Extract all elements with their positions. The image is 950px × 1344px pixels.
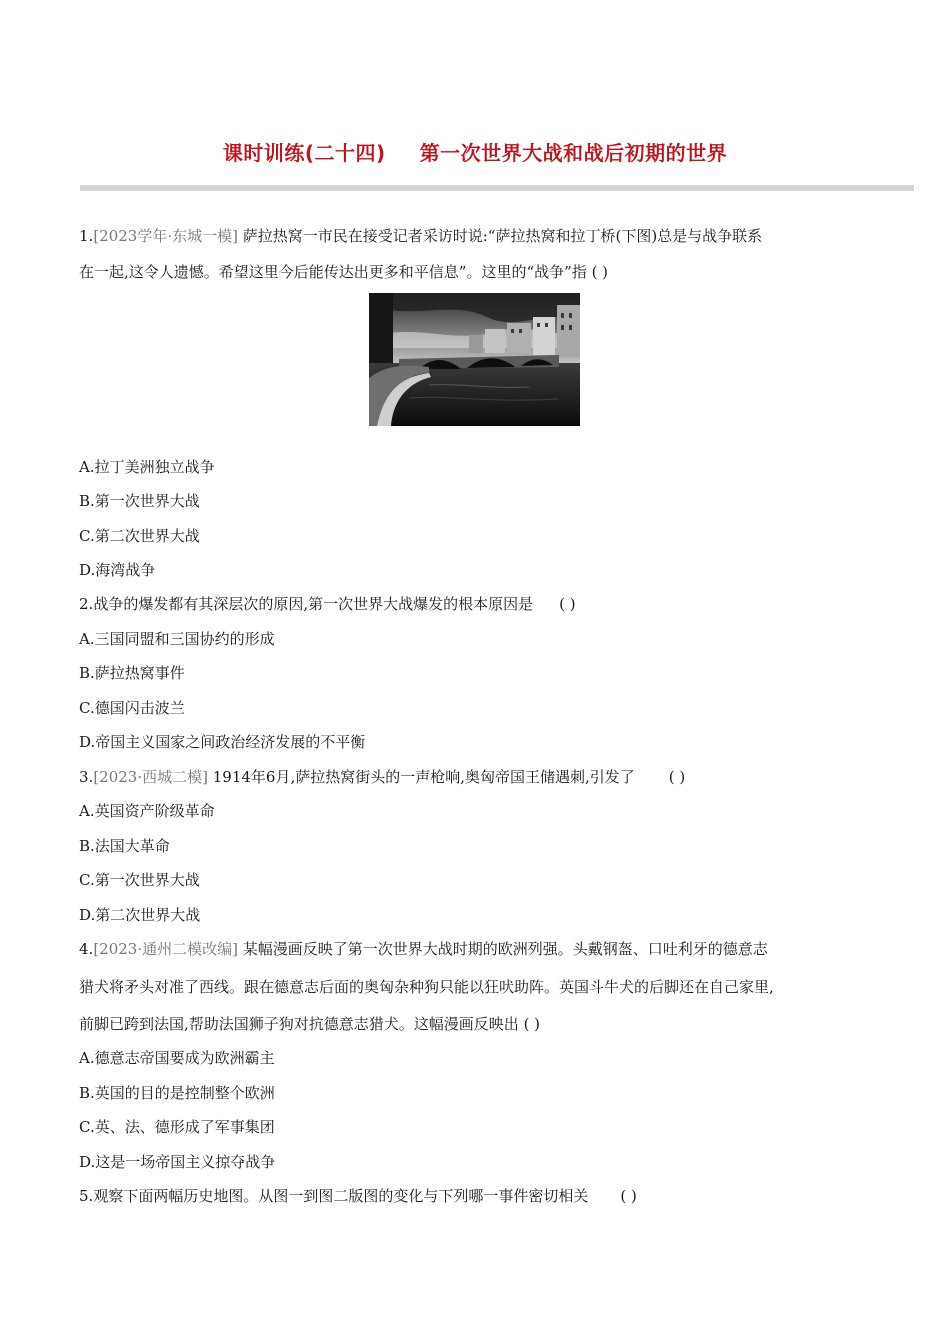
question-5-stem: 5.观察下面两幅历史地图。从图一到图二版图的变化与下列哪一事件密切相关 ( ) (79, 1187, 637, 1205)
question-4-source: [2023·通州二模改编] (93, 940, 238, 958)
question-3-option-c: C.第一次世界大战 (79, 871, 200, 889)
title-topic: 第一次世界大战和战后初期的世界 (419, 141, 728, 165)
question-3-option-b: B.法国大革命 (79, 837, 170, 855)
question-1-option-a: A.拉丁美洲独立战争 (79, 458, 215, 476)
page-title (0, 137, 950, 166)
question-4-option-a: A.德意志帝国要成为欧洲霸主 (79, 1049, 275, 1067)
question-1-stem-cont: 在一起,这令人遗憾。希望这里今后能传达出更多和平信息”。这里的“战争”指 ( ) (79, 263, 609, 281)
answer-blank: ( ) (620, 1187, 637, 1205)
question-4-option-b: B.英国的目的是控制整个欧洲 (79, 1084, 275, 1102)
question-1-stem: 1.[2023学年·东城一模] 萨拉热窝一市民在接受记者采访时说:“萨拉热窝和拉丁桥(下图)总是与战争联系 (79, 227, 763, 245)
title-lesson: 课时训练(二十四) (222, 141, 386, 165)
question-4-stem-cont: 猎犬将矛头对准了西线。跟在德意志后面的奥匈杂种狗只能以狂吠助阵。英国斗牛犬的后脚还在自己家里, (79, 978, 774, 996)
question-1-option-d: D.海湾战争 (79, 561, 156, 579)
question-2-option-a: A.三国同盟和三国协约的形成 (79, 630, 275, 648)
answer-blank: ( ) (523, 1015, 541, 1033)
question-2-option-c: C.德国闪击波兰 (79, 699, 185, 717)
question-4-option-c: C.英、法、德形成了军事集团 (79, 1118, 275, 1136)
question-4-stem-cont-2: 前脚已跨到法国,帮助法国狮子狗对抗德意志猎犬。这幅漫画反映出 ( ) (79, 1015, 541, 1033)
question-3-option-a: A.英国资产阶级革命 (79, 802, 215, 820)
answer-blank: ( ) (559, 595, 576, 613)
question-2-stem: 2.战争的爆发都有其深层次的原因,第一次世界大战爆发的根本原因是 ( ) (79, 595, 576, 613)
answer-blank: ( ) (591, 263, 609, 281)
question-2-option-d: D.帝国主义国家之间政治经济发展的不平衡 (79, 733, 366, 751)
question-4-option-d: D.这是一场帝国主义掠夺战争 (79, 1153, 276, 1171)
latin-bridge-photo (369, 293, 580, 426)
title-divider (80, 185, 914, 191)
question-4-stem: 4.[2023·通州二模改编] 某幅漫画反映了第一次世界大战时期的欧洲列强。头戴钢盔、口吐利牙的德意志 (79, 940, 768, 958)
answer-blank: ( ) (668, 768, 686, 786)
question-1-source: [2023学年·东城一模] (93, 227, 238, 245)
question-1-option-c: C.第二次世界大战 (79, 527, 200, 545)
question-2-option-b: B.萨拉热窝事件 (79, 664, 185, 682)
question-3-stem: 3.[2023·西城二模] 1914年6月,萨拉热窝街头的一声枪响,奥匈帝国王储遇刺,引发了 ( ) (79, 768, 686, 786)
question-3-source: [2023·西城二模] (93, 768, 208, 786)
question-3-option-d: D.第二次世界大战 (79, 906, 201, 924)
question-1-option-b: B.第一次世界大战 (79, 492, 200, 510)
